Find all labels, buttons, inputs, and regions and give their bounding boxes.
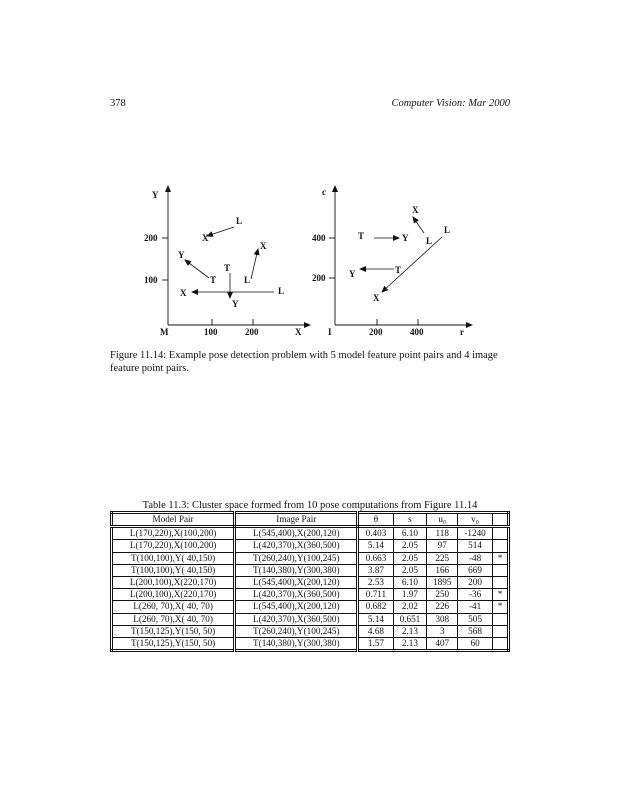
table-cell: 505 xyxy=(458,613,493,625)
right-point-label: L xyxy=(444,225,451,235)
right-point-label: X xyxy=(373,293,380,303)
table-cell: L(170,220),X(100,200) xyxy=(112,540,235,552)
table-cell: L(420,370),X(360,500) xyxy=(235,589,358,601)
table-cell: 2.05 xyxy=(393,564,427,576)
left-point-label: T xyxy=(224,263,231,273)
table-header-row xyxy=(112,513,509,527)
table-row xyxy=(112,589,509,601)
table-cell: T(140,380),Y(300,380) xyxy=(235,637,358,650)
table-cell: L(260, 70),X( 40, 70) xyxy=(112,613,235,625)
table-cell: L(170,220),X(100,200) xyxy=(112,527,235,540)
table-cell: 514 xyxy=(458,540,493,552)
table-cell: 97 xyxy=(427,540,458,552)
table-cell: 5.14 xyxy=(358,540,393,552)
left-point-label: Y xyxy=(232,299,239,309)
right-vector xyxy=(382,237,442,292)
table-cell: 6.10 xyxy=(393,576,427,588)
column-header: v₀ xyxy=(458,513,493,527)
right-point-label: T xyxy=(395,265,402,275)
table-cell xyxy=(493,540,509,552)
table-cell: * xyxy=(493,552,509,564)
table-row xyxy=(112,625,509,637)
table-cell: T(150,125),Y(150, 50) xyxy=(112,625,235,637)
column-header: u₀ xyxy=(427,513,458,527)
right-y-axis-label: c xyxy=(322,187,326,197)
left-diagram xyxy=(140,180,320,340)
table-cell: L(420,370),X(360,500) xyxy=(235,613,358,625)
table-cell: T(260,240),Y(100,245) xyxy=(235,625,358,637)
right-y-tick-label: 200 xyxy=(312,273,326,283)
column-header: Model Pair xyxy=(112,513,235,527)
table-cell: L(545,400),X(200,120) xyxy=(235,576,358,588)
table-cell xyxy=(493,576,509,588)
table-cell: T(150,125),Y(150, 50) xyxy=(112,637,235,650)
table-cell: L(200,100),X(220,170) xyxy=(112,589,235,601)
table-cell: 118 xyxy=(427,527,458,540)
table-row xyxy=(112,637,509,650)
table-cell: 0.663 xyxy=(358,552,393,564)
table-cell: 60 xyxy=(458,637,493,650)
table-cell: 1.97 xyxy=(393,589,427,601)
table-row xyxy=(112,540,509,552)
left-origin-label: M xyxy=(160,327,169,337)
table-cell: -36 xyxy=(458,589,493,601)
table-cell xyxy=(493,637,509,650)
table-cell: 2.53 xyxy=(358,576,393,588)
table-cell xyxy=(493,625,509,637)
table-cell: T(140,380),Y(300,380) xyxy=(235,564,358,576)
table-row xyxy=(112,601,509,613)
page-number: 378 xyxy=(110,98,126,109)
table-cell: 250 xyxy=(427,589,458,601)
left-point-label: X xyxy=(260,241,267,251)
table-cell: 166 xyxy=(427,564,458,576)
table-cell: 1895 xyxy=(427,576,458,588)
table-row xyxy=(112,552,509,564)
left-point-label: T xyxy=(210,275,217,285)
column-header xyxy=(493,513,509,527)
table-cell: L(260, 70),X( 40, 70) xyxy=(112,601,235,613)
left-point-label: X xyxy=(202,233,209,243)
left-y-tick-label: 200 xyxy=(144,233,158,243)
left-point-label: L xyxy=(236,216,243,226)
table-cell: 3 xyxy=(427,625,458,637)
table-cell: 568 xyxy=(458,625,493,637)
column-header: θ xyxy=(358,513,393,527)
column-header: s xyxy=(393,513,427,527)
table-cell: 3.87 xyxy=(358,564,393,576)
right-point-label: X xyxy=(412,205,419,215)
right-vector xyxy=(413,217,424,233)
right-x-tick-label: 200 xyxy=(369,327,383,337)
right-x-axis-label: r xyxy=(460,327,464,337)
table-cell: 669 xyxy=(458,564,493,576)
table-cell: T(100,100),Y( 40,150) xyxy=(112,552,235,564)
column-header: Image Pair xyxy=(235,513,358,527)
left-x-axis-label: X xyxy=(295,327,302,337)
running-title: Computer Vision: Mar 2000 xyxy=(391,98,510,109)
table-cell: 2.02 xyxy=(393,601,427,613)
table-cell: 226 xyxy=(427,601,458,613)
table-cell: -1240 xyxy=(458,527,493,540)
left-point-label: Y xyxy=(178,250,185,260)
table-cell: 2.05 xyxy=(393,540,427,552)
table-cell xyxy=(493,613,509,625)
left-vector xyxy=(251,249,258,279)
table-cell: 225 xyxy=(427,552,458,564)
right-y-tick-label: 400 xyxy=(312,233,326,243)
table-body xyxy=(112,527,509,651)
table-cell: * xyxy=(493,589,509,601)
table-cell: 4.68 xyxy=(358,625,393,637)
table-cell: 0.682 xyxy=(358,601,393,613)
table-cell: 5.14 xyxy=(358,613,393,625)
left-point-label: X xyxy=(180,288,187,298)
table-cell: -48 xyxy=(458,552,493,564)
table-cell: 1.57 xyxy=(358,637,393,650)
right-point-label: Y xyxy=(349,269,356,279)
table-cell: 308 xyxy=(427,613,458,625)
table-cell: L(420,370),X(360,500) xyxy=(235,540,358,552)
left-y-tick-label: 100 xyxy=(144,275,158,285)
left-x-tick-label: 100 xyxy=(204,327,218,337)
right-point-label: L xyxy=(426,236,433,246)
cluster-table xyxy=(110,511,510,652)
left-vector xyxy=(185,260,209,278)
right-diagram xyxy=(310,180,490,340)
table-cell xyxy=(493,527,509,540)
table-cell: T(100,100),Y( 40,150) xyxy=(112,564,235,576)
table-cell: L(200,100),X(220,170) xyxy=(112,576,235,588)
left-x-tick-label: 200 xyxy=(245,327,259,337)
table-cell: 0.711 xyxy=(358,589,393,601)
table-cell: * xyxy=(493,601,509,613)
table-cell: 0.651 xyxy=(393,613,427,625)
right-point-label: T xyxy=(358,231,365,241)
table-cell: -41 xyxy=(458,601,493,613)
left-point-label: L xyxy=(278,286,285,296)
left-vector xyxy=(207,227,234,236)
left-y-axis-label: Y xyxy=(152,190,159,200)
left-point-label: L xyxy=(244,275,251,285)
right-origin-label: I xyxy=(328,327,332,337)
table-cell: T(260,240),Y(100,245) xyxy=(235,552,358,564)
table-cell: 2.13 xyxy=(393,625,427,637)
right-x-tick-label: 400 xyxy=(410,327,424,337)
right-point-label: Y xyxy=(402,233,409,243)
table-row xyxy=(112,613,509,625)
table-cell: L(545,400),X(200,120) xyxy=(235,527,358,540)
table-cell: 407 xyxy=(427,637,458,650)
table-cell: 2.13 xyxy=(393,637,427,650)
table-row xyxy=(112,576,509,588)
table-cell: 200 xyxy=(458,576,493,588)
table-cell: 6.10 xyxy=(393,527,427,540)
table-row xyxy=(112,527,509,540)
figure-caption: Figure 11.14: Example pose detection problem with 5 model feature point pairs and 4 image feature point pairs. xyxy=(110,350,498,374)
table-caption: Table 11.3: Cluster space formed from 10 pose computations from Figure 11.14 xyxy=(142,500,478,511)
table-cell xyxy=(493,564,509,576)
table-cell: 2.05 xyxy=(393,552,427,564)
table-row xyxy=(112,564,509,576)
table-cell: L(545,400),X(200,120) xyxy=(235,601,358,613)
table-cell: 0.403 xyxy=(358,527,393,540)
